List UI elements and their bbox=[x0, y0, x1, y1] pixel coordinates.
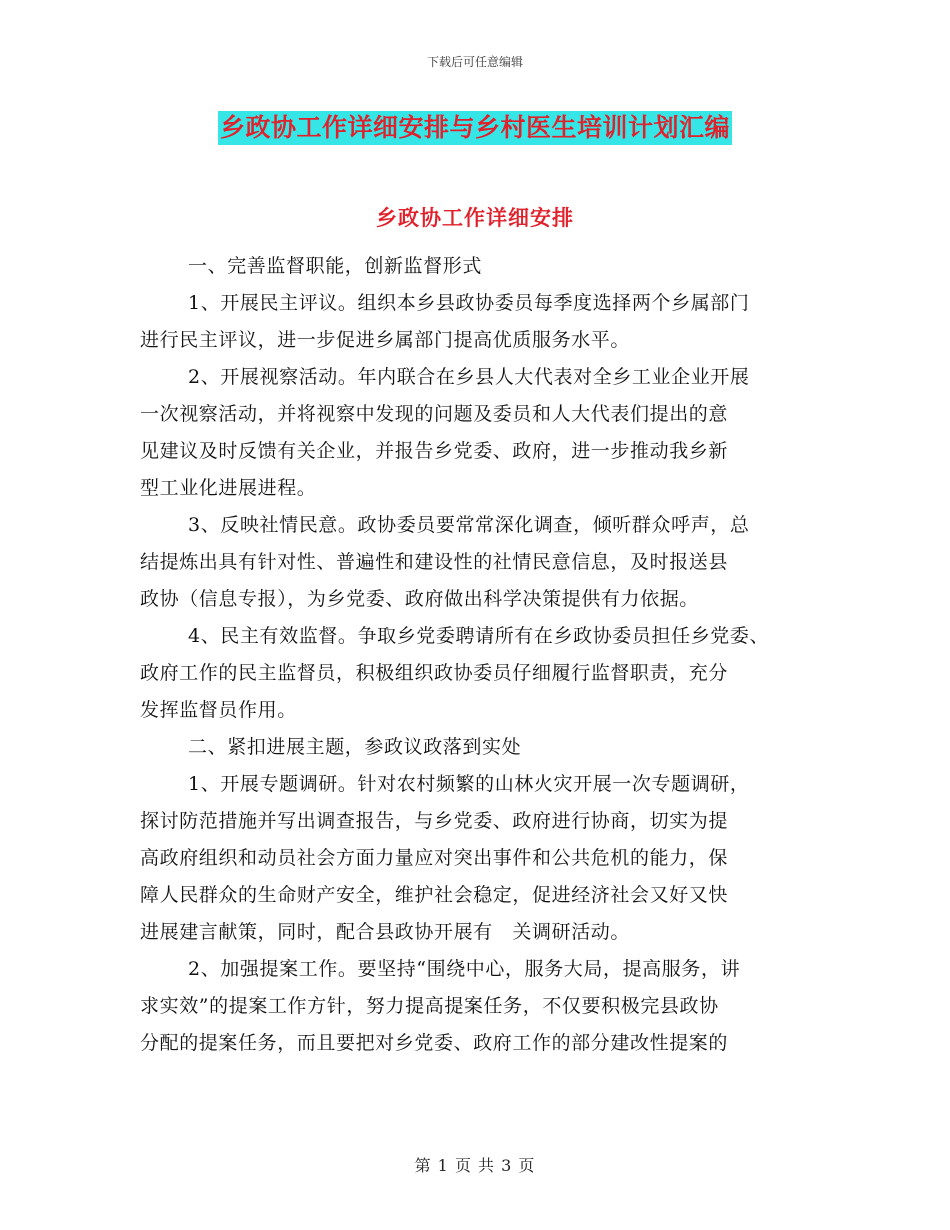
paragraph-line: 进行民主评议，进一步促进乡属部门提高优质服务水平。 bbox=[140, 329, 631, 351]
paragraph-line: 一次视察活动，并将视察中发现的问题及委员和人大代表们提出的意 bbox=[140, 403, 729, 425]
main-title-wrap bbox=[0, 111, 950, 145]
paragraph-line: 3、反映社情民意。政协委员要常常深化调查，倾听群众呼声，总 bbox=[188, 514, 750, 536]
document-body bbox=[140, 248, 830, 1062]
paragraph-line: 政协（信息专报），为乡党委、政府做出科学决策提供有力依据。 bbox=[140, 588, 699, 610]
header-note: 下载后可任意编辑 bbox=[426, 55, 523, 69]
paragraph-line: 1、开展民主评议。组织本乡县政协委员每季度选择两个乡属部门 bbox=[188, 292, 750, 314]
document-title: 乡政协工作详细安排与乡村医生培训计划汇编 bbox=[218, 111, 732, 145]
paragraph-line: 政府工作的民主监督员，积极组织政协委员仔细履行监督职责，充分 bbox=[140, 662, 729, 684]
paragraph-line: 探讨防范措施并写出调查报告，与乡党委、政府进行协商，切实为提 bbox=[140, 810, 729, 832]
paragraph-line: 4、民主有效监督。争取乡党委聘请所有在乡政协委员担任乡党委、 bbox=[188, 625, 770, 647]
paragraph-line: 分配的提案任务，而且要把对乡党委、政府工作的部分建改性提案的 bbox=[140, 1032, 729, 1054]
paragraph-line: 发挥监督员作用。 bbox=[140, 699, 297, 721]
section-title: 乡政协工作详细安排 bbox=[376, 206, 574, 230]
paragraph-line: 2、加强提案工作。要坚持“围绕中心，服务大局，提高服务，讲 bbox=[188, 958, 741, 980]
paragraph-line: 2、开展视察活动。年内联合在乡县人大代表对全乡工业企业开展 bbox=[188, 366, 750, 388]
page-footer: 第 1 页 共 3 页 bbox=[414, 1156, 536, 1175]
paragraph-line: 见建议及时反馈有关企业，并报告乡党委、政府，进一步推动我乡新 bbox=[140, 440, 729, 462]
paragraph-line: 进展建言献策，同时，配合县政协开展有 关调研活动。 bbox=[140, 921, 631, 943]
paragraph-line: 1、开展专题调研。针对农村频繁的山林火灾开展一次专题调研， bbox=[188, 773, 750, 795]
paragraph-line: 高政府组织和动员社会方面力量应对突出事件和公共危机的能力，保 bbox=[140, 847, 729, 869]
paragraph-line: 求实效”的提案工作方针，努力提高提案任务，不仅要积极完县政协 bbox=[140, 995, 719, 1017]
paragraph-line: 结提炼出具有针对性、普遍性和建设性的社情民意信息，及时报送县 bbox=[140, 551, 729, 573]
heading-1: 一、完善监督职能，创新监督形式 bbox=[188, 255, 483, 277]
paragraph-line: 障人民群众的生命财产安全，维护社会稳定，促进经济社会又好又快 bbox=[140, 884, 729, 906]
heading-2: 二、紧扣进展主题，参政议政落到实处 bbox=[188, 736, 522, 758]
paragraph-line: 型工业化进展进程。 bbox=[140, 477, 317, 499]
